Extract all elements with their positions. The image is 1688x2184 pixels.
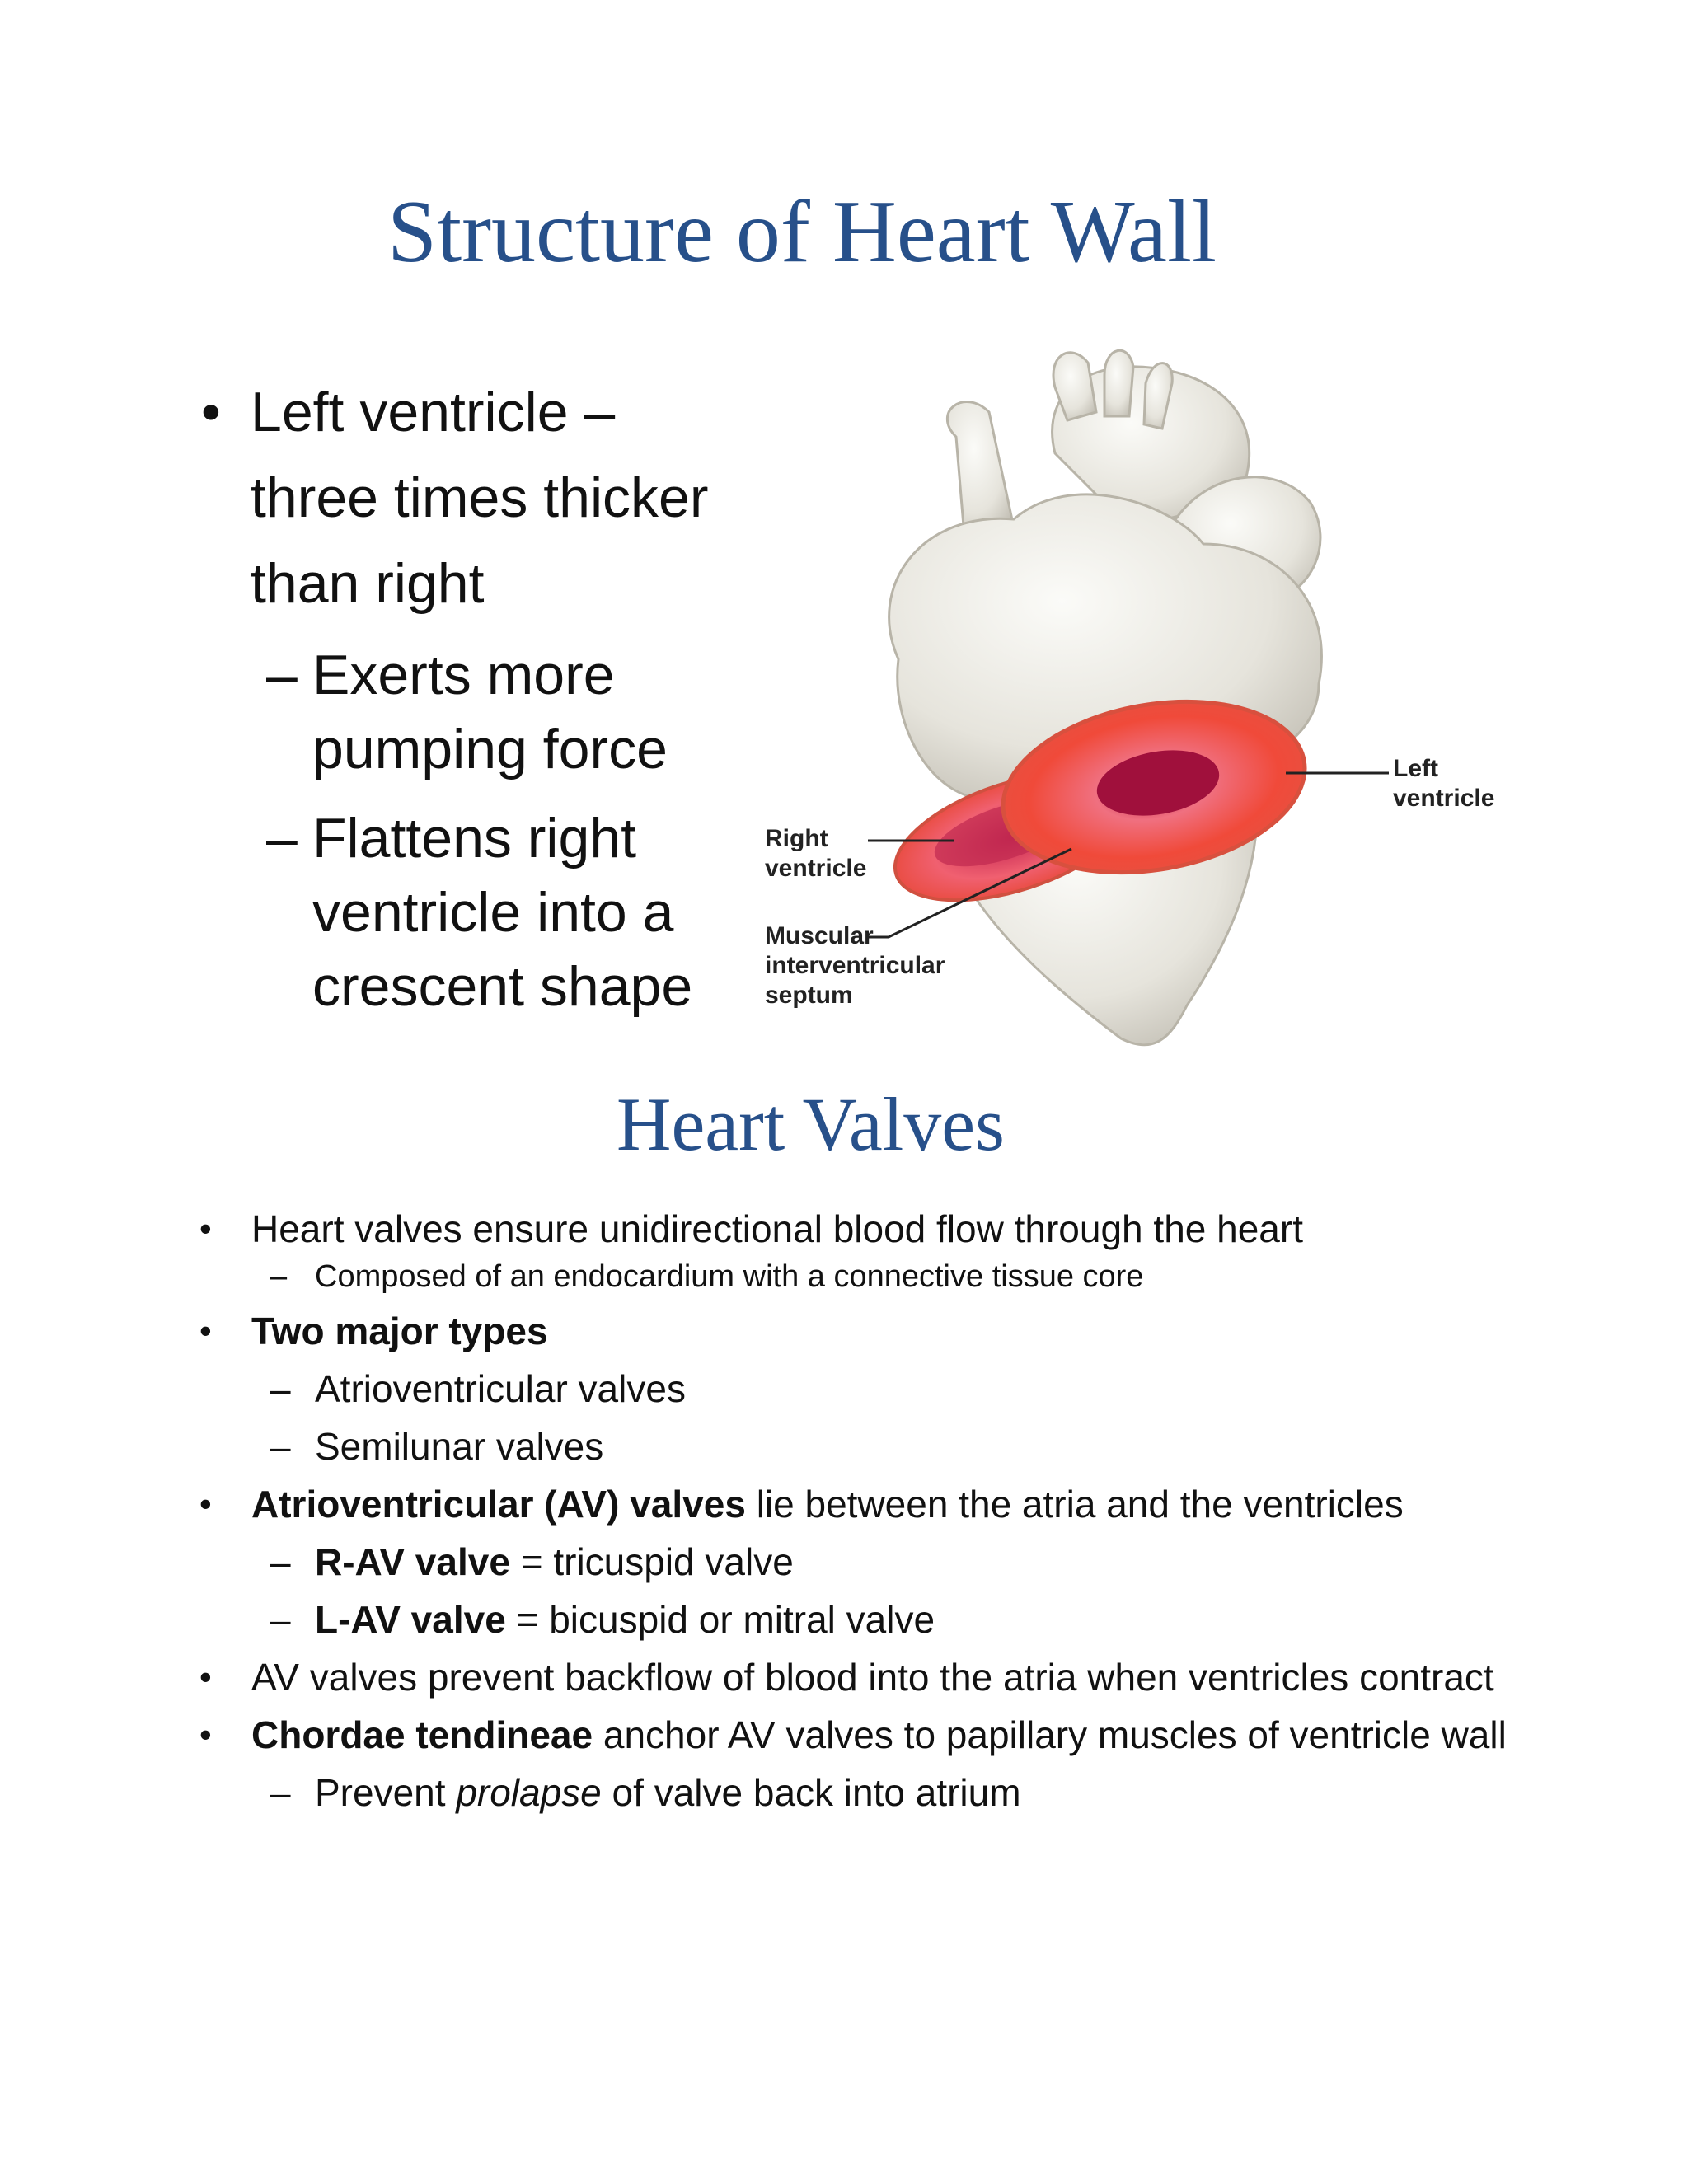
item-text: AV valves prevent backflow of blood into the atria when ventricles contract xyxy=(251,1656,1494,1699)
label-left-ventricle xyxy=(1393,754,1494,813)
item-text: Heart valves ensure unidirectional blood flow through the heart xyxy=(251,1207,1303,1250)
label-line: ventricle xyxy=(1393,785,1495,812)
bullet-line: than right xyxy=(251,552,485,615)
left-ventricle-bullet xyxy=(201,369,762,626)
sub-item xyxy=(251,1769,1537,1816)
dash-marker: – xyxy=(270,1259,288,1294)
bullet-marker: • xyxy=(199,1311,212,1350)
bullet-line: three times thicker xyxy=(251,466,709,529)
label-line: interventricular xyxy=(765,952,945,979)
heart-valves-list xyxy=(199,1205,1537,1826)
sub-item xyxy=(251,1596,1537,1643)
label-septum xyxy=(765,921,945,1010)
item-text: anchor AV valves to papillary muscles of ventricle wall xyxy=(593,1713,1507,1756)
item-text: Prevent xyxy=(315,1771,457,1814)
dash-marker: – xyxy=(270,1598,291,1641)
heart-wall-bullets xyxy=(201,369,762,1024)
dash-marker: – xyxy=(270,1540,291,1583)
item-text: Semilunar valves xyxy=(315,1425,604,1468)
label-right-ventricle xyxy=(765,824,866,883)
item-text: of valve back into atrium xyxy=(601,1771,1021,1814)
sub-item xyxy=(251,1256,1537,1297)
label-line: Right xyxy=(765,825,828,852)
sub-line: crescent shape xyxy=(312,955,693,1018)
item-text-bold: Atrioventricular (AV) valves xyxy=(251,1483,746,1526)
bullet-marker: • xyxy=(199,1657,212,1696)
dash-marker: – xyxy=(270,1425,291,1468)
item-text: Composed of an endocardium with a connective tissue core xyxy=(315,1259,1144,1294)
sub-item xyxy=(251,1365,1537,1413)
sub-item xyxy=(251,1422,1537,1470)
list-item xyxy=(199,1480,1537,1643)
item-text: Atrioventricular valves xyxy=(315,1367,686,1410)
superior-vena-cava xyxy=(947,402,1014,536)
heart-cross-section-figure xyxy=(742,338,1525,1063)
sub-bullet-pumping-force xyxy=(266,638,762,786)
label-line: Muscular xyxy=(765,922,874,949)
sub-line: ventricle into a xyxy=(312,881,674,944)
list-item xyxy=(199,1205,1537,1297)
sub-line: Exerts more xyxy=(312,644,615,706)
item-text: Two major types xyxy=(251,1310,548,1352)
list-item xyxy=(199,1307,1537,1470)
label-line: septum xyxy=(765,982,853,1009)
item-text-bold: R-AV valve xyxy=(315,1540,510,1583)
vessel-branch xyxy=(1104,350,1133,416)
bullet-marker: • xyxy=(201,381,221,443)
label-line: Left xyxy=(1393,755,1438,782)
item-text: = tricuspid valve xyxy=(509,1540,794,1583)
item-text: = bicuspid or mitral valve xyxy=(505,1598,935,1641)
bullet-line: Left ventricle – xyxy=(251,381,616,443)
bullet-marker: • xyxy=(199,1484,212,1523)
item-text: lie between the atria and the ventricles xyxy=(745,1483,1404,1526)
heart-valves-title: Heart Valves xyxy=(617,1082,1005,1166)
item-text-bold: Chordae tendineae xyxy=(251,1713,593,1756)
sub-line: Flattens right xyxy=(312,807,637,869)
list-item xyxy=(199,1711,1537,1816)
item-text-italic: prolapse xyxy=(456,1771,602,1814)
sub-item xyxy=(251,1538,1537,1586)
item-text-bold: L-AV valve xyxy=(315,1598,506,1641)
heart-wall-title: Structure of Heart Wall xyxy=(387,183,1217,281)
dash-marker: – xyxy=(266,807,298,869)
sub-bullet-crescent-shape xyxy=(266,801,762,1024)
bullet-marker: • xyxy=(199,1715,212,1754)
list-item xyxy=(199,1653,1537,1701)
dash-marker: – xyxy=(266,644,298,706)
dash-marker: – xyxy=(270,1771,291,1814)
bullet-marker: • xyxy=(199,1209,212,1248)
dash-marker: – xyxy=(270,1367,291,1410)
sub-line: pumping force xyxy=(312,718,668,780)
label-line: ventricle xyxy=(765,855,867,882)
